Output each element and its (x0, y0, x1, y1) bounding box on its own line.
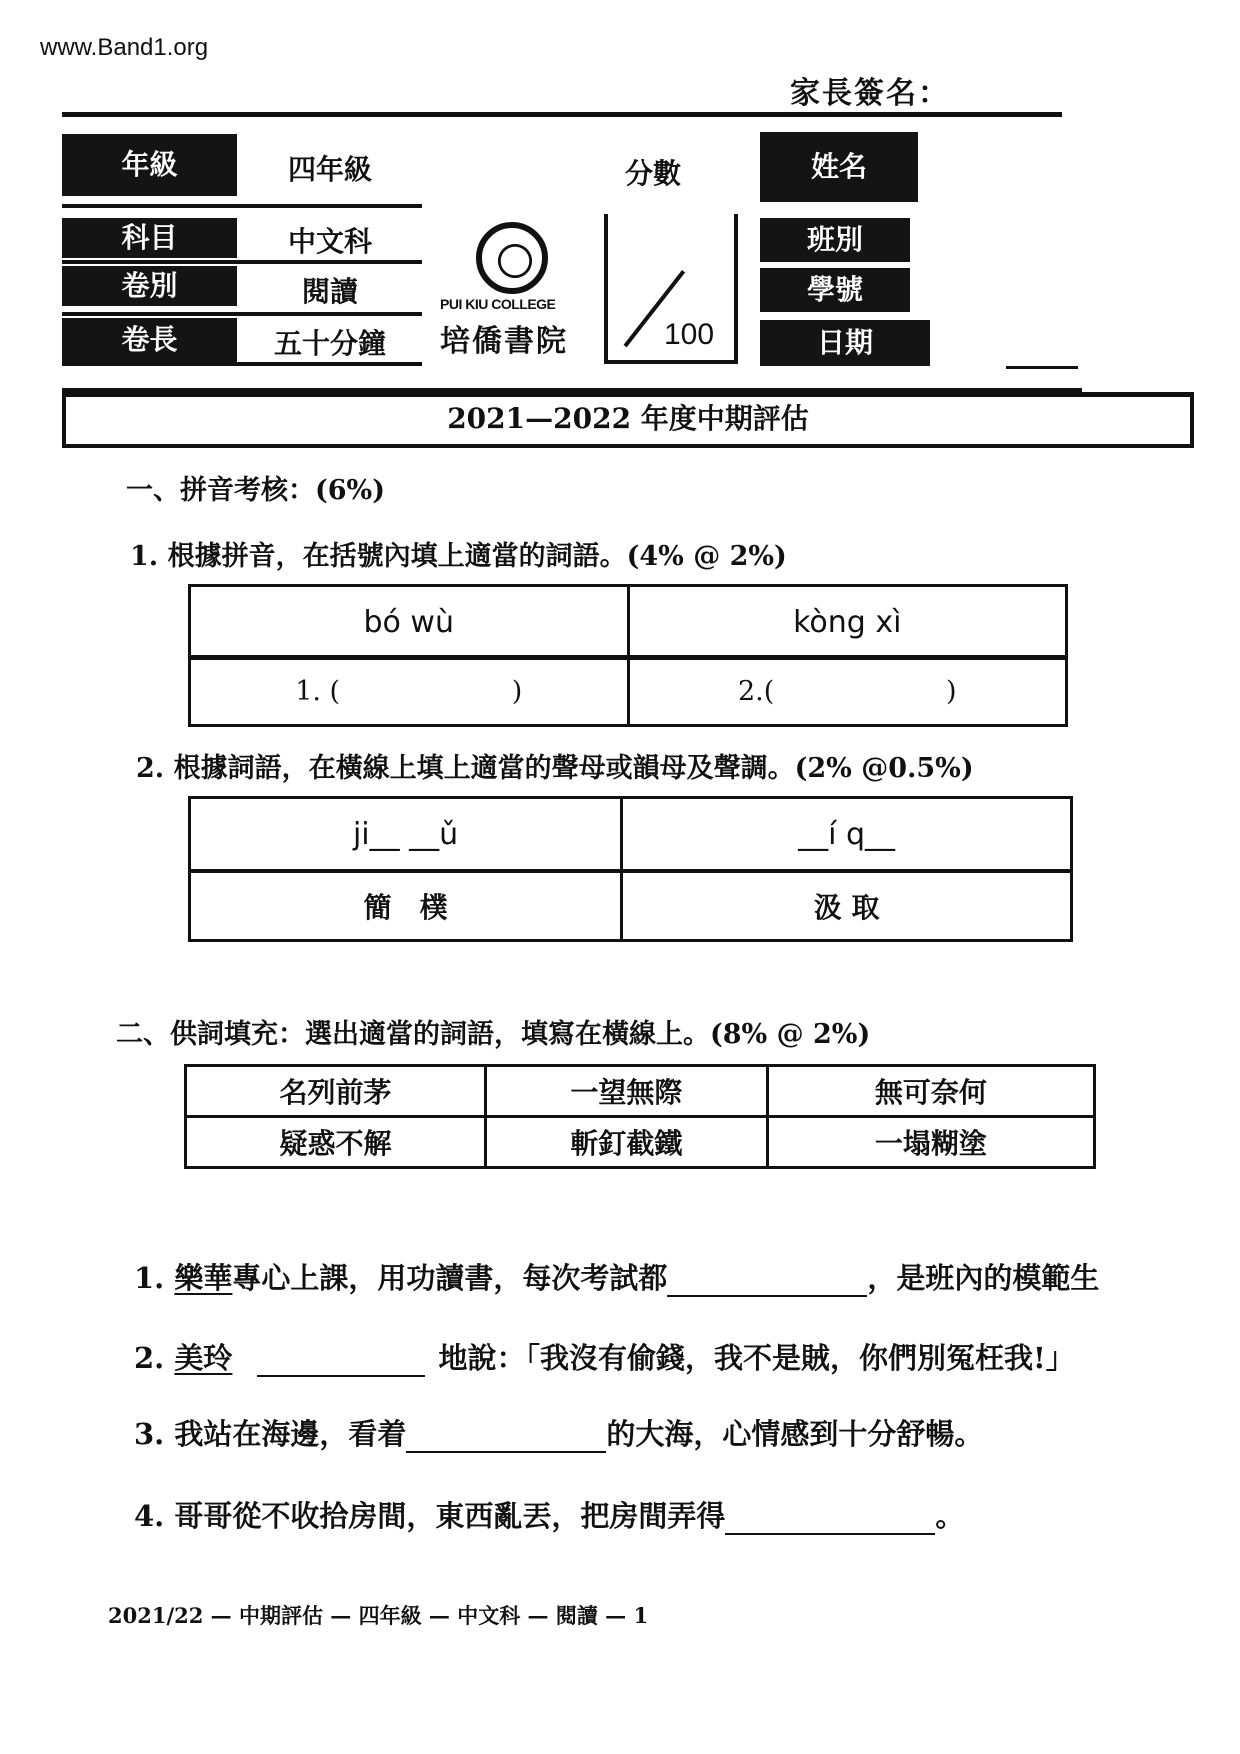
sentence-number: 1. (134, 1261, 165, 1295)
word-bank-item: 疑惑不解 (186, 1117, 486, 1168)
duration-value: 五十分鐘 (273, 327, 386, 360)
sentence-number: 3. (134, 1417, 165, 1451)
q2-word-1: 簡 樸 (190, 872, 622, 941)
q1-answer-1[interactable]: 1. ( ) (190, 657, 629, 726)
sentence-text-before: 哥哥從不收拾房間，東西亂丟，把房間弄得 (174, 1499, 726, 1533)
q2-table (188, 796, 1073, 872)
answer-blank[interactable] (725, 1503, 935, 1535)
q1-answer-table (188, 655, 1068, 727)
school-logo (476, 222, 548, 294)
answer-blank[interactable] (257, 1345, 425, 1377)
number-label: 學號 (760, 268, 910, 312)
q2-words-table (188, 870, 1073, 942)
parent-signature-label: 家長簽名： (790, 76, 950, 111)
paper-label: 卷別 (62, 266, 237, 306)
duration-label: 卷長 (62, 318, 237, 362)
subject-label: 科目 (62, 218, 237, 258)
answer-blank[interactable] (667, 1265, 867, 1297)
sentence-name: 美玲 (174, 1341, 233, 1375)
word-bank-item: 名列前茅 (186, 1066, 486, 1117)
page-footer: 2021/22 — 中期評估 — 四年級 — 中文科 — 閱讀 — 1 (108, 1603, 649, 1628)
sentence-3 (134, 1412, 983, 1453)
q2-pinyin-2[interactable]: __í q__ (622, 798, 1072, 871)
word-bank-table (184, 1064, 1096, 1169)
sentence-text-after: 地說：「我沒有偷錢，我不是賊，你們別冤枉我!」 (438, 1341, 1075, 1375)
q2-word-2: 汲 取 (622, 872, 1072, 941)
word-bank-item: 無可奈何 (767, 1066, 1094, 1117)
answer-blank[interactable] (406, 1421, 606, 1453)
word-bank-item: 斬釘截鐵 (485, 1117, 767, 1168)
sentence-text-after: 。 (935, 1499, 965, 1533)
header-rule (62, 204, 422, 208)
q1-pinyin-1: bó wù (190, 586, 629, 659)
subject-value: 中文科 (287, 225, 372, 258)
section2-title: 二、供詞填充：選出適當的詞語，填寫在橫線上。(8% @ 2%) (116, 1019, 871, 1050)
grade-value: 四年級 (287, 153, 372, 186)
q1-pinyin-2: kòng xì (628, 586, 1067, 659)
sentence-number: 2. (134, 1341, 165, 1375)
sentence-text-after: 的大海，心情感到十分舒暢。 (606, 1417, 984, 1451)
name-label: 姓名 (760, 132, 918, 202)
school-name-zh: 培僑書院 (440, 324, 568, 359)
header-mark (1006, 366, 1078, 369)
sentence-text-before: 專心上課，用功讀書，每次考試都 (232, 1261, 668, 1295)
sentence-name: 樂華 (174, 1261, 233, 1295)
word-bank-item: 一望無際 (485, 1066, 767, 1117)
site-url: www.Band1.org (40, 34, 209, 61)
score-total: 100 (664, 318, 715, 351)
class-label: 班別 (760, 218, 910, 262)
grade-label: 年級 (62, 134, 237, 196)
q2-text: 2. 根據詞語，在橫線上填上適當的聲母或韻母及聲調。(2% @0.5%) (136, 753, 974, 784)
sentence-text-before: 我站在海邊，看着 (174, 1417, 407, 1451)
paper-value: 閱讀 (301, 275, 358, 308)
sentence-2 (134, 1336, 1075, 1377)
sentence-number: 4. (134, 1499, 165, 1533)
date-label: 日期 (760, 320, 930, 366)
header-rule (62, 362, 422, 366)
q1-table (188, 584, 1068, 660)
term-title: 2021—2022 年度中期評估 (447, 402, 809, 435)
school-name-en: PUI KIU COLLEGE (440, 296, 556, 312)
header-rule (62, 260, 422, 264)
q1-text: 1. 根據拼音，在括號內填上適當的詞語。(4% @ 2%) (130, 541, 787, 572)
score-label: 分數 (625, 157, 682, 190)
header-rule (62, 312, 422, 316)
header-top-rule (62, 112, 1062, 117)
sentence-text-after: ，是班內的模範生 (867, 1261, 1100, 1295)
q1-answer-2[interactable]: 2.( ) (628, 657, 1067, 726)
word-bank-item: 一塌糊塗 (767, 1117, 1094, 1168)
sentence-4 (134, 1494, 964, 1535)
q2-pinyin-1[interactable]: ji__ __ǔ (190, 798, 622, 871)
sentence-1 (134, 1256, 1099, 1297)
section1-title: 一、拼音考核：(6%) (126, 475, 385, 506)
